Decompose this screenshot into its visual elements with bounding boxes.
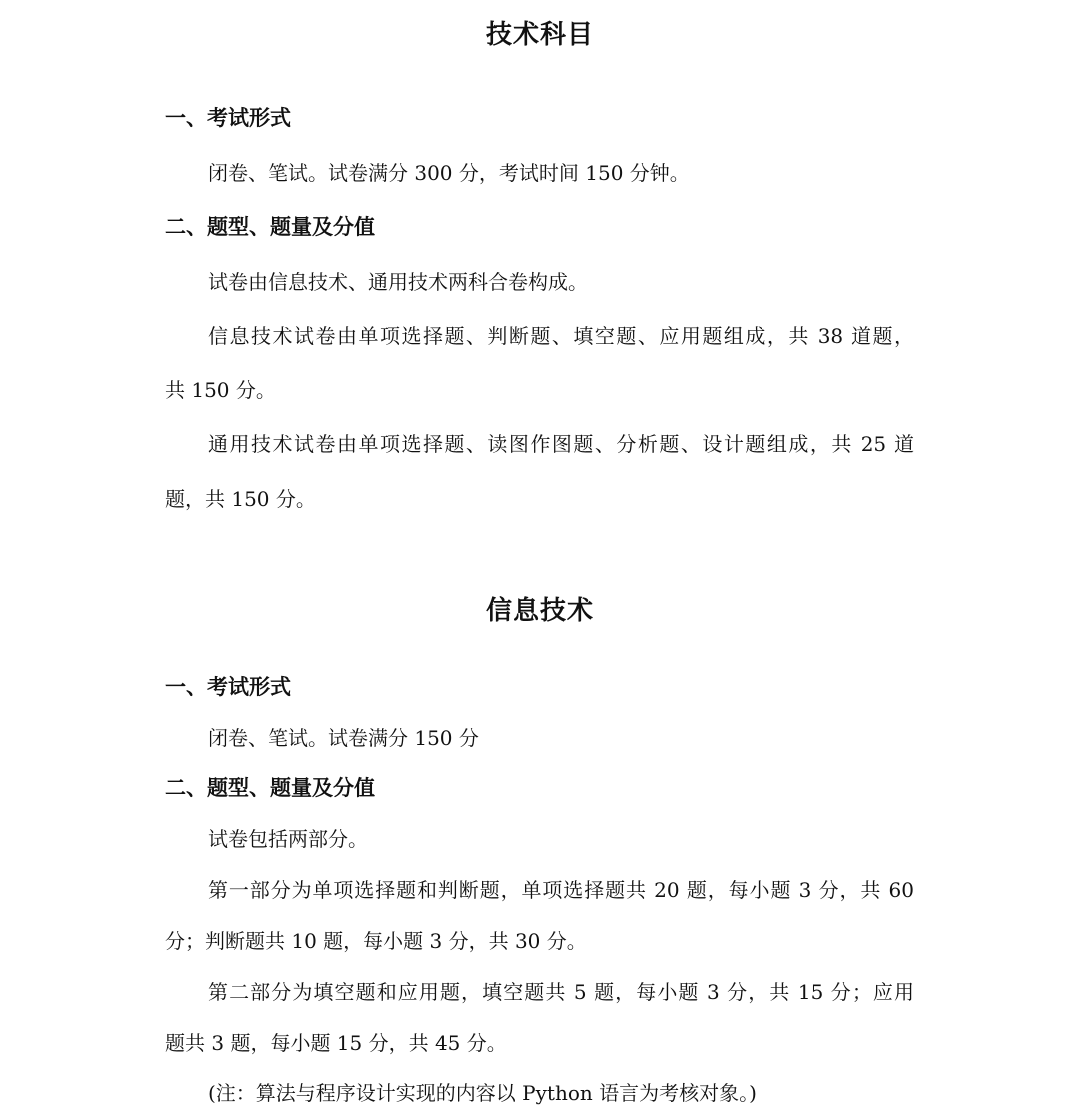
paragraph-general-tech-line1: 通用技术试卷由单项选择题、读图作图题、分析题、设计题组成，共 25 道	[208, 432, 914, 456]
heading-question-types: 二、题型、题量及分值	[165, 215, 375, 239]
paragraph-paper-composition: 试卷由信息技术、通用技术两科合卷构成。	[208, 270, 588, 294]
heading-exam-format: 一、考试形式	[165, 106, 291, 130]
paragraph-exam-format-2: 闭卷、笔试。试卷满分 150 分	[208, 726, 479, 750]
paragraph-part-one-line2: 分；判断题共 10 题，每小题 3 分，共 30 分。	[165, 929, 587, 953]
paragraph-two-parts: 试卷包括两部分。	[208, 827, 368, 851]
section-title-info-tech: 信息技术	[485, 596, 594, 626]
paragraph-part-one-line1: 第一部分为单项选择题和判断题，单项选择题共 20 题，每小题 3 分，共 60	[208, 878, 914, 902]
paragraph-part-two-line1: 第二部分为填空题和应用题，填空题共 5 题，每小题 3 分，共 15 分；应用	[208, 980, 914, 1004]
section-title-technology: 技术科目	[485, 20, 594, 50]
paragraph-info-tech-line1: 信息技术试卷由单项选择题、判断题、填空题、应用题组成，共 38 道题，	[208, 324, 914, 348]
paragraph-general-tech-line2: 题，共 150 分。	[165, 487, 316, 511]
note-python: (注：算法与程序设计实现的内容以 Python 语言为考核对象。)	[208, 1081, 757, 1105]
paragraph-part-two-line2: 题共 3 题，每小题 15 分，共 45 分。	[165, 1031, 507, 1055]
heading-exam-format-2: 一、考试形式	[165, 675, 291, 699]
paragraph-exam-format: 闭卷、笔试。试卷满分 300 分，考试时间 150 分钟。	[208, 161, 690, 185]
heading-question-types-2: 二、题型、题量及分值	[165, 776, 375, 800]
paragraph-info-tech-line2: 共 150 分。	[165, 378, 276, 402]
